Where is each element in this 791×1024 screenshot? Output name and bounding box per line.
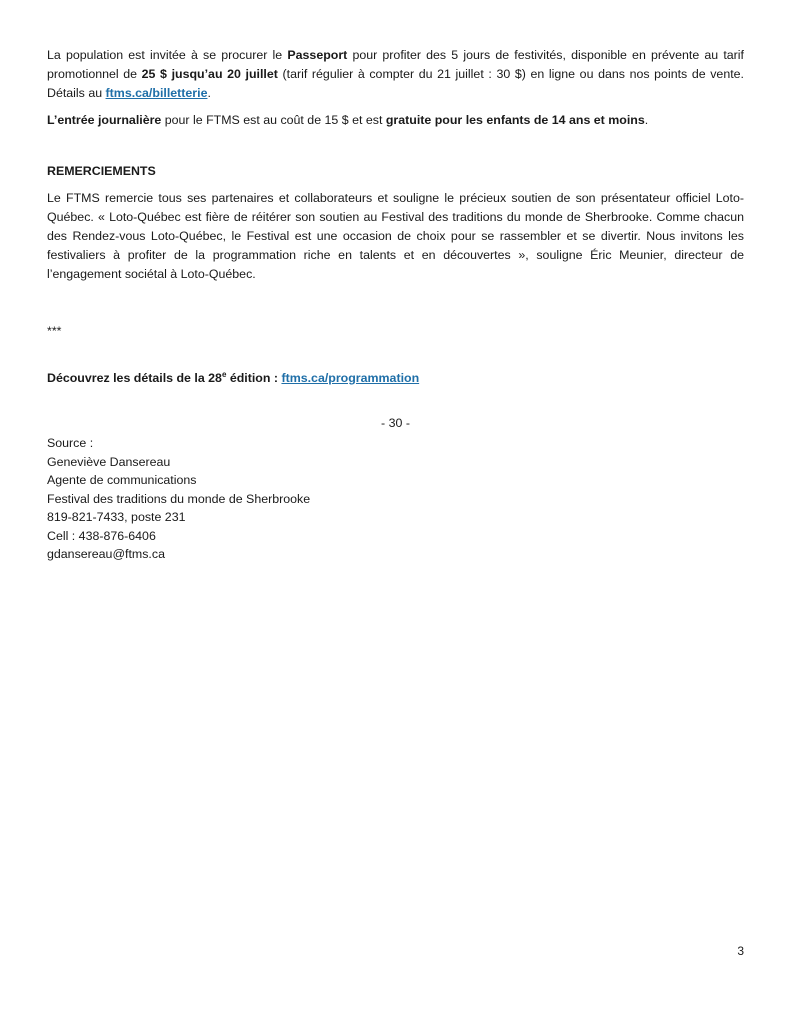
billetterie-link[interactable]: ftms.ca/billetterie [105, 86, 208, 100]
document-body [47, 46, 744, 564]
contact-cell: Cell : 438-876-6406 [47, 528, 156, 543]
discover-line: Découvrez les détails de la 28e édition : ftms.ca/programmation [47, 370, 420, 386]
daily-entry-paragraph: L’entrée journalière pour le FTMS est au coût de 15 $ et est gratuite pour les enfants de 14 ans et moins. [47, 113, 649, 127]
thanks-paragraph: Le FTMS remercie tous ses partenaires et collaborateurs et souligne le précieux soutien de son présentateur officiel Loto-Québec. « Loto-Québec est fière de réitérer son soutien au Festival des traditions du monde de Sherbrooke. Comme chacun des Rendez-vous Loto-Québec, le Festival est une occasion de choix pour se rassembler et se divertir. Nous invitons les festivaliers à profiter de la programmation riche en talents et en découvertes », souligne Éric Meunier, directeur de l’engagement sociétal à Loto-Québec. [47, 191, 744, 281]
contact-block [47, 434, 744, 564]
contact-name: Geneviève Dansereau [47, 454, 171, 469]
page-number: 3 [737, 944, 744, 958]
contact-phone: 819-821-7433, poste 231 [47, 510, 186, 525]
contact-org: Festival des traditions du monde de Sherbrooke [47, 491, 311, 506]
contact-source: Source : [47, 436, 94, 451]
separator: *** [47, 324, 62, 338]
end-mark: - 30 - [381, 416, 410, 431]
contact-email: gdansereau@ftms.ca [47, 547, 165, 562]
passport-paragraph: La population est invitée à se procurer le Passeport pour profiter des 5 jours de festivités, disponible en prévente au tarif promotionnel de 25 $ jusqu’au 20 juillet (tarif régulier à compter du 21 juillet : 30 $) en ligne ou dans nos points de vente. Détails au ftms.ca/billetterie. [47, 48, 744, 100]
contact-role: Agente de communications [47, 473, 197, 488]
programmation-link[interactable]: ftms.ca/programmation [281, 371, 420, 386]
thanks-heading: REMERCIEMENTS [47, 164, 156, 178]
